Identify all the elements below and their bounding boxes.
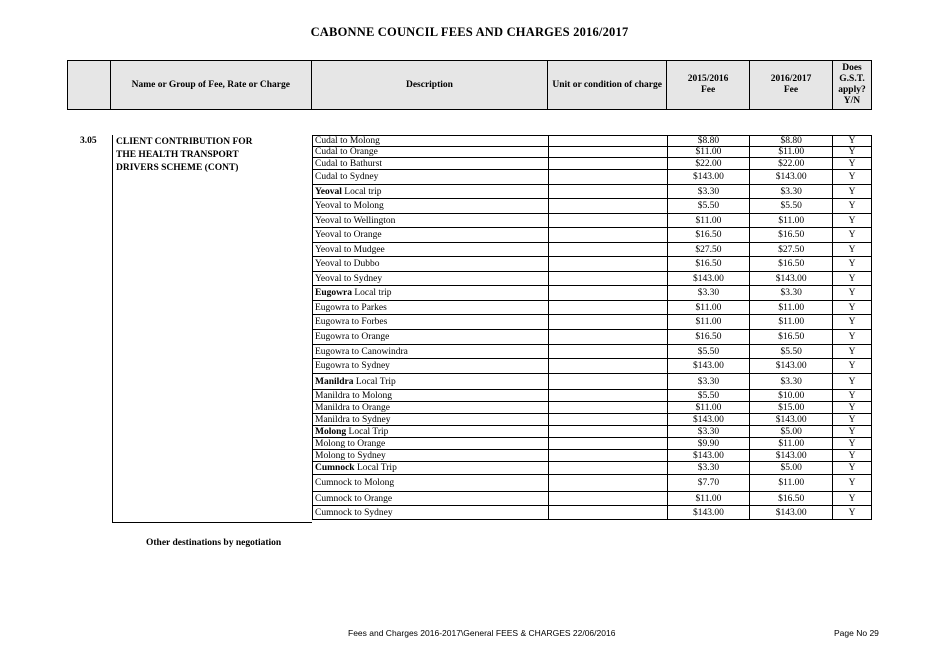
fee-description bbox=[313, 414, 549, 426]
fee-2015-value: $11.00 bbox=[667, 315, 750, 330]
fee-description bbox=[313, 136, 549, 147]
header-gst-line2: G.S.T. bbox=[839, 74, 865, 84]
fee-description bbox=[313, 462, 549, 475]
fee-2016-value: $11.00 bbox=[750, 214, 833, 228]
fee-2015-value: $11.00 bbox=[667, 492, 750, 506]
fee-2016-value: $143.00 bbox=[750, 359, 833, 374]
fee-description-text: Local Trip bbox=[346, 426, 389, 437]
fee-2016-value: $143.00 bbox=[750, 272, 833, 286]
fee-description-text: Eugowra to Parkes bbox=[315, 302, 387, 313]
fee-row bbox=[313, 374, 872, 390]
fee-2015-value: $5.50 bbox=[667, 199, 750, 214]
gst-value: Y bbox=[833, 199, 872, 214]
fee-description-text: Local trip bbox=[351, 288, 392, 298]
fee-description bbox=[313, 492, 549, 506]
fee-description bbox=[313, 170, 549, 185]
section-name-line2: THE HEALTH TRANSPORT bbox=[116, 150, 239, 160]
fee-row bbox=[313, 158, 872, 170]
gst-value: Y bbox=[833, 272, 872, 286]
fee-row bbox=[313, 315, 872, 330]
gst-value: Y bbox=[833, 330, 872, 345]
fee-unit bbox=[549, 450, 667, 462]
fee-description-text: Eugowra to Canowindra bbox=[315, 346, 408, 357]
fee-row bbox=[313, 170, 872, 185]
fee-2016-value: $5.50 bbox=[750, 199, 833, 214]
fee-row bbox=[313, 506, 872, 520]
header-blank-cell bbox=[68, 61, 111, 110]
fee-description bbox=[313, 158, 549, 170]
fee-description-text: Manildra to Molong bbox=[315, 390, 393, 401]
fee-description bbox=[313, 345, 549, 359]
fee-2015-value: $27.50 bbox=[667, 243, 750, 257]
fee-description bbox=[313, 286, 549, 301]
fee-unit bbox=[549, 426, 667, 438]
fee-row bbox=[313, 185, 872, 199]
gst-value: Y bbox=[833, 345, 872, 359]
fee-row bbox=[313, 390, 872, 402]
fee-2016-value: $5.00 bbox=[750, 462, 833, 475]
fee-row bbox=[313, 214, 872, 228]
fee-2016-value: $143.00 bbox=[750, 450, 833, 462]
header-fee-2016-year: 2016/2017 bbox=[770, 74, 812, 84]
fee-description-text: Local trip bbox=[341, 186, 382, 197]
fee-description-text: Molong to Sydney bbox=[315, 450, 386, 461]
fee-unit bbox=[549, 199, 667, 214]
gst-value: Y bbox=[833, 359, 872, 374]
fee-2016-value: $15.00 bbox=[750, 402, 833, 414]
fee-description-text: Manildra to Orange bbox=[315, 402, 390, 413]
fee-unit bbox=[549, 243, 667, 257]
fee-2016-value: $143.00 bbox=[750, 170, 833, 185]
fee-description bbox=[313, 359, 549, 374]
header-description: Description bbox=[311, 61, 548, 110]
fee-2015-value: $11.00 bbox=[667, 147, 750, 158]
fee-2015-value: $16.50 bbox=[667, 228, 750, 243]
fee-row bbox=[313, 199, 872, 214]
fee-description bbox=[313, 185, 549, 199]
fee-2015-value: $5.50 bbox=[667, 345, 750, 359]
fee-description bbox=[313, 450, 549, 462]
fee-2015-value: $22.00 bbox=[667, 158, 750, 170]
gst-value: Y bbox=[833, 450, 872, 462]
gst-value: Y bbox=[833, 438, 872, 450]
fee-2015-value: $8.80 bbox=[667, 136, 750, 147]
fee-2015-value: $16.50 bbox=[667, 330, 750, 345]
fee-2015-value: $16.50 bbox=[667, 257, 750, 272]
fee-row bbox=[313, 438, 872, 450]
fee-2016-value: $3.30 bbox=[750, 185, 833, 199]
fee-unit bbox=[549, 147, 667, 158]
gst-value: Y bbox=[833, 257, 872, 272]
fee-2016-value: $22.00 bbox=[750, 158, 833, 170]
header-gst-line3: apply? bbox=[838, 85, 866, 95]
fee-description bbox=[313, 374, 549, 390]
gst-value: Y bbox=[833, 374, 872, 390]
fee-2015-value: $3.30 bbox=[667, 426, 750, 438]
gst-value: Y bbox=[833, 286, 872, 301]
fee-description-location: Eugowra bbox=[315, 288, 352, 298]
fee-row bbox=[313, 272, 872, 286]
fee-2016-value: $143.00 bbox=[750, 506, 833, 520]
fee-unit bbox=[549, 330, 667, 345]
header-fee-2016 bbox=[750, 61, 833, 110]
fee-2016-value: $11.00 bbox=[750, 315, 833, 330]
fee-unit bbox=[549, 475, 667, 492]
gst-value: Y bbox=[833, 301, 872, 315]
fee-2016-value: $16.50 bbox=[750, 228, 833, 243]
fee-2016-value: $3.30 bbox=[750, 286, 833, 301]
fee-description-text: Yeoval to Dubbo bbox=[315, 259, 380, 269]
fee-2015-value: $143.00 bbox=[667, 359, 750, 374]
header-table bbox=[67, 60, 872, 110]
fee-unit bbox=[549, 272, 667, 286]
fee-description-location: Manildra bbox=[315, 376, 354, 387]
fee-unit bbox=[549, 257, 667, 272]
fee-description-text: Eugowra to Orange bbox=[315, 332, 390, 342]
fee-unit bbox=[549, 374, 667, 390]
fee-description-text: Yeoval to Orange bbox=[315, 230, 382, 240]
fee-description-text: Cumnock to Sydney bbox=[315, 507, 393, 518]
fee-2015-value: $143.00 bbox=[667, 170, 750, 185]
page-title: CABONNE COUNCIL FEES AND CHARGES 2016/2017 bbox=[310, 25, 629, 39]
fee-2015-value: $11.00 bbox=[667, 402, 750, 414]
section-number: 3.05 bbox=[80, 136, 97, 146]
fee-description-text: Cudal to Bathurst bbox=[315, 158, 383, 169]
header-row bbox=[68, 61, 872, 110]
gst-value: Y bbox=[833, 243, 872, 257]
fee-unit bbox=[549, 462, 667, 475]
fee-description-location: Yeoval bbox=[315, 186, 342, 197]
header-fee-2016-label: Fee bbox=[783, 85, 799, 95]
footer-page-number: Page No 29 bbox=[834, 628, 879, 638]
fee-2016-value: $16.50 bbox=[750, 330, 833, 345]
fee-2015-value: $143.00 bbox=[667, 450, 750, 462]
fee-2015-value: $5.50 bbox=[667, 390, 750, 402]
header-fee-2015 bbox=[667, 61, 750, 110]
fee-2016-value: $143.00 bbox=[750, 414, 833, 426]
fee-description-text: Yeoval to Molong bbox=[315, 201, 384, 211]
fee-row bbox=[313, 402, 872, 414]
fee-unit bbox=[549, 214, 667, 228]
fee-description bbox=[313, 228, 549, 243]
gst-value: Y bbox=[833, 462, 872, 475]
fee-2016-value: $11.00 bbox=[750, 147, 833, 158]
fee-2015-value: $11.00 bbox=[667, 214, 750, 228]
fee-row bbox=[313, 450, 872, 462]
fee-unit bbox=[549, 301, 667, 315]
fee-2015-value: $3.30 bbox=[667, 286, 750, 301]
fee-row bbox=[313, 475, 872, 492]
fee-description bbox=[313, 390, 549, 402]
fee-row bbox=[313, 243, 872, 257]
fee-row bbox=[313, 147, 872, 158]
fee-description bbox=[313, 438, 549, 450]
section-group-cell bbox=[112, 135, 312, 523]
gst-value: Y bbox=[833, 158, 872, 170]
fee-description-text: Cudal to Molong bbox=[315, 136, 380, 146]
fee-unit bbox=[549, 286, 667, 301]
header-fee-2015-label: Fee bbox=[700, 85, 716, 95]
gst-value: Y bbox=[833, 136, 872, 147]
gst-value: Y bbox=[833, 426, 872, 438]
fee-unit bbox=[549, 345, 667, 359]
fee-2016-value: $27.50 bbox=[750, 243, 833, 257]
fee-2015-value: $3.30 bbox=[667, 462, 750, 475]
fee-2016-value: $8.80 bbox=[750, 136, 833, 147]
fee-description bbox=[313, 506, 549, 520]
gst-value: Y bbox=[833, 414, 872, 426]
fee-2016-value: $5.50 bbox=[750, 345, 833, 359]
section-name-line3: DRIVERS SCHEME (CONT) bbox=[116, 163, 239, 173]
fee-description-text: Yeoval to Wellington bbox=[315, 215, 396, 226]
fees-table bbox=[312, 135, 872, 520]
fee-description-text: Cumnock to Orange bbox=[315, 493, 393, 504]
fee-2015-value: $11.00 bbox=[667, 301, 750, 315]
fee-description bbox=[313, 214, 549, 228]
fee-unit bbox=[549, 390, 667, 402]
fee-row bbox=[313, 426, 872, 438]
fee-description bbox=[313, 315, 549, 330]
header-name: Name or Group of Fee, Rate or Charge bbox=[110, 61, 311, 110]
fee-description bbox=[313, 243, 549, 257]
fee-description bbox=[313, 330, 549, 345]
gst-value: Y bbox=[833, 390, 872, 402]
fee-row bbox=[313, 136, 872, 147]
fee-description-text: Eugowra to Forbes bbox=[315, 317, 388, 327]
fee-description bbox=[313, 301, 549, 315]
header-gst-line1: Does bbox=[842, 63, 862, 73]
fee-unit bbox=[549, 228, 667, 243]
fee-2015-value: $3.30 bbox=[667, 374, 750, 390]
footer-path: Fees and Charges 2016-2017\General FEES & CHARGES 22/06/2016 bbox=[348, 628, 616, 638]
fee-unit bbox=[549, 438, 667, 450]
fees-table-body bbox=[313, 136, 872, 520]
fee-unit bbox=[549, 315, 667, 330]
gst-value: Y bbox=[833, 214, 872, 228]
fee-2015-value: $7.70 bbox=[667, 475, 750, 492]
fee-row bbox=[313, 462, 872, 475]
fee-row bbox=[313, 345, 872, 359]
fee-unit bbox=[549, 506, 667, 520]
fee-description-text: Yeoval to Sydney bbox=[315, 273, 383, 284]
fee-description-location: Cumnock bbox=[315, 463, 355, 473]
fee-description bbox=[313, 475, 549, 492]
fee-description-location: Molong bbox=[315, 426, 347, 437]
fee-unit bbox=[549, 414, 667, 426]
fee-description-text: Yeoval to Mudgee bbox=[315, 244, 385, 255]
gst-value: Y bbox=[833, 315, 872, 330]
header-gst bbox=[832, 61, 871, 110]
fee-2016-value: $11.00 bbox=[750, 438, 833, 450]
fee-description-text: Molong to Orange bbox=[315, 438, 386, 449]
fee-2015-value: $9.90 bbox=[667, 438, 750, 450]
fee-2016-value: $16.50 bbox=[750, 257, 833, 272]
section-name-line1: CLIENT CONTRIBUTION FOR bbox=[116, 137, 253, 147]
negotiation-note: Other destinations by negotiation bbox=[146, 538, 282, 548]
gst-value: Y bbox=[833, 475, 872, 492]
fee-2015-value: $143.00 bbox=[667, 414, 750, 426]
fee-2016-value: $16.50 bbox=[750, 492, 833, 506]
fee-row bbox=[313, 330, 872, 345]
header-fee-2015-year: 2015/2016 bbox=[687, 74, 729, 84]
fee-2016-value: $3.30 bbox=[750, 374, 833, 390]
fee-description bbox=[313, 257, 549, 272]
fee-unit bbox=[549, 136, 667, 147]
gst-value: Y bbox=[833, 492, 872, 506]
gst-value: Y bbox=[833, 185, 872, 199]
fee-description-text: Eugowra to Sydney bbox=[315, 361, 390, 371]
fee-2015-value: $143.00 bbox=[667, 506, 750, 520]
fee-row bbox=[313, 492, 872, 506]
fee-2016-value: $10.00 bbox=[750, 390, 833, 402]
header-gst-line4: Y/N bbox=[843, 96, 861, 106]
fee-row bbox=[313, 228, 872, 243]
fee-row bbox=[313, 359, 872, 374]
fee-description-text: Cudal to Sydney bbox=[315, 172, 379, 182]
fee-description bbox=[313, 199, 549, 214]
fee-description bbox=[313, 147, 549, 158]
fee-description bbox=[313, 272, 549, 286]
fee-row bbox=[313, 301, 872, 315]
fee-description bbox=[313, 402, 549, 414]
fee-description-text: Cudal to Orange bbox=[315, 147, 378, 157]
fee-2016-value: $11.00 bbox=[750, 301, 833, 315]
fee-unit bbox=[549, 402, 667, 414]
fee-unit bbox=[549, 158, 667, 170]
gst-value: Y bbox=[833, 147, 872, 158]
gst-value: Y bbox=[833, 506, 872, 520]
fee-description-text: Cumnock to Molong bbox=[315, 478, 395, 488]
fee-unit bbox=[549, 492, 667, 506]
fee-unit bbox=[549, 185, 667, 199]
fee-description-text: Local Trip bbox=[353, 376, 396, 387]
fee-2015-value: $3.30 bbox=[667, 185, 750, 199]
gst-value: Y bbox=[833, 228, 872, 243]
fee-description bbox=[313, 426, 549, 438]
header-unit: Unit or condition of charge bbox=[548, 61, 667, 110]
fee-unit bbox=[549, 170, 667, 185]
fee-unit bbox=[549, 359, 667, 374]
fee-2016-value: $5.00 bbox=[750, 426, 833, 438]
fee-description-text: Local Trip bbox=[354, 463, 397, 473]
fee-row bbox=[313, 414, 872, 426]
gst-value: Y bbox=[833, 170, 872, 185]
fee-2016-value: $11.00 bbox=[750, 475, 833, 492]
gst-value: Y bbox=[833, 402, 872, 414]
fee-description-text: Manildra to Sydney bbox=[315, 414, 391, 425]
fee-2015-value: $143.00 bbox=[667, 272, 750, 286]
fee-row bbox=[313, 286, 872, 301]
fee-row bbox=[313, 257, 872, 272]
